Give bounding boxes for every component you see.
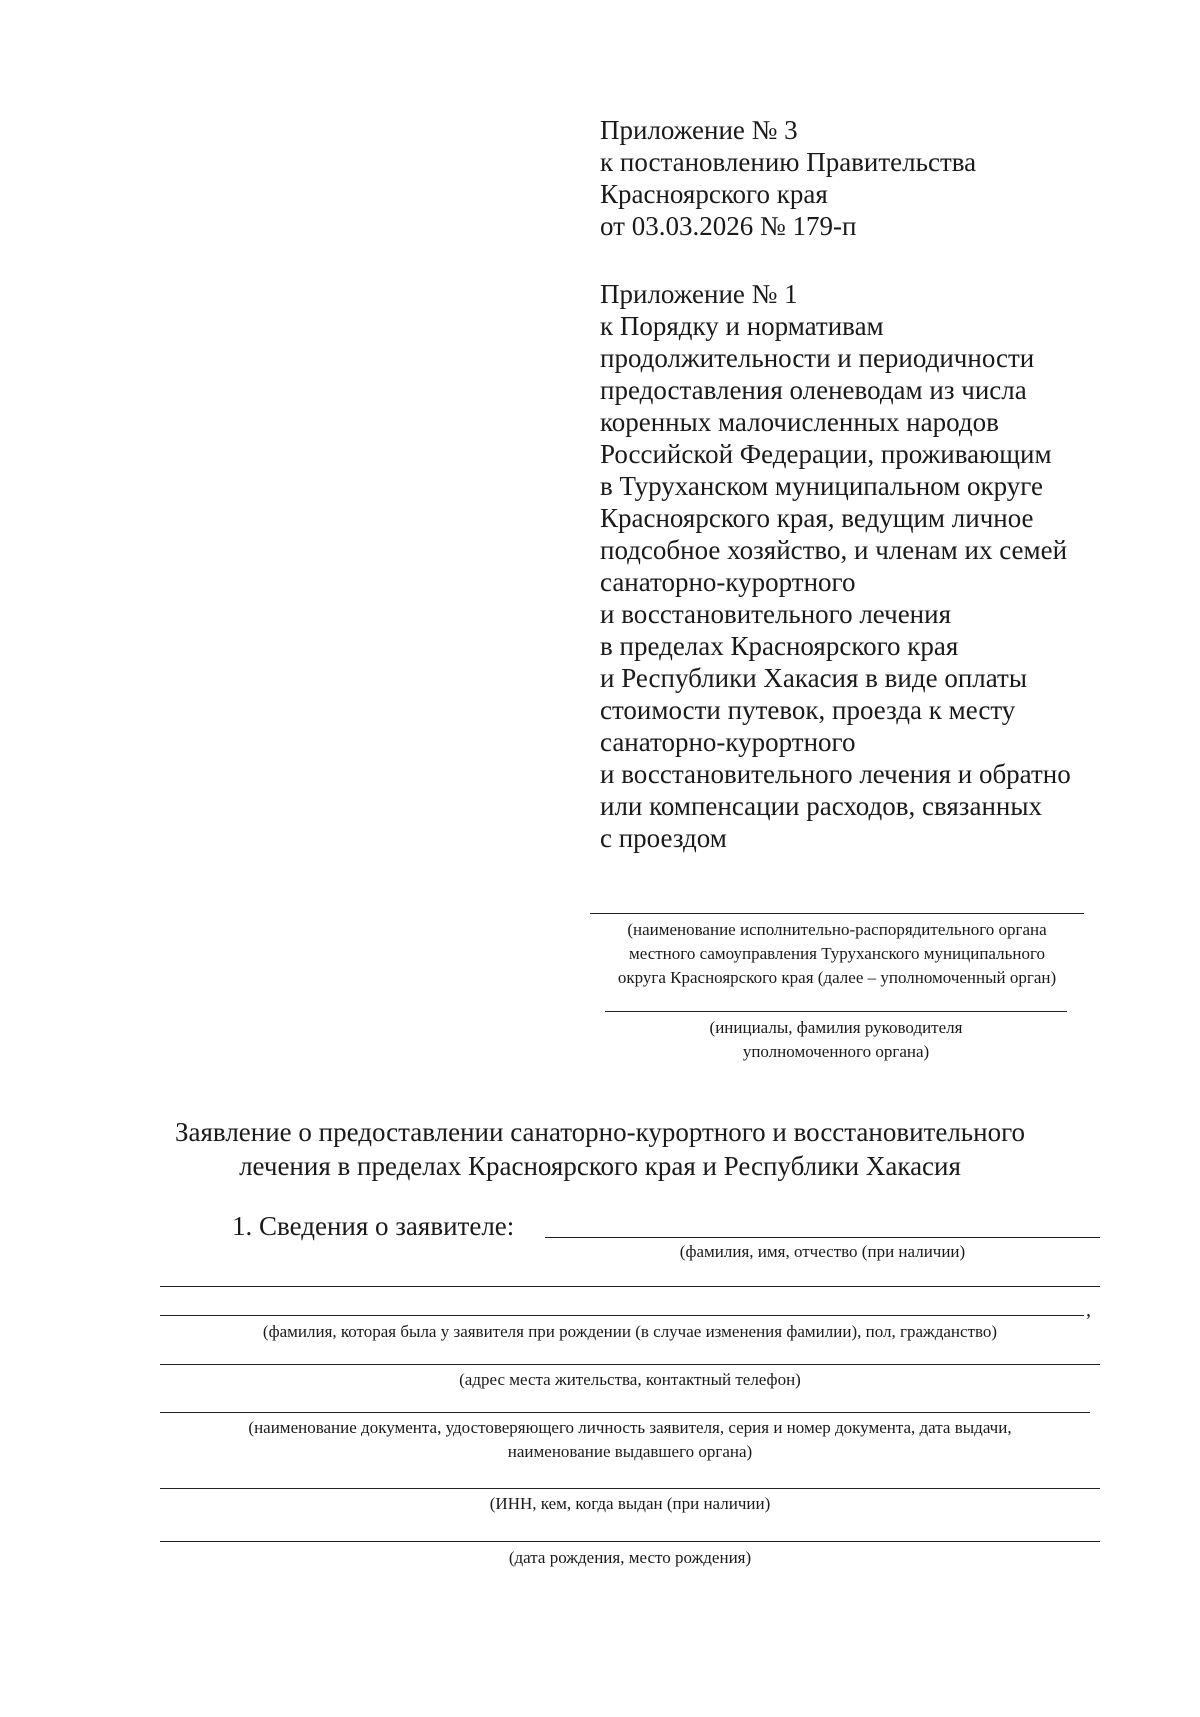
appendix-1-line: подсобное хозяйство, и членам их семей [600,535,1068,565]
appendix-1-header [600,278,1071,854]
appendix-1-line: санаторно-курортного [600,567,856,597]
birth-field-line[interactable] [160,1541,1100,1542]
title-line: лечения в пределах Красноярского края и Республики Хакасия [239,1151,961,1181]
organ-caption-line: (наименование исполнительно-распорядительного органа [627,920,1047,939]
appendix-1-line: или компенсации расходов, связанных [600,791,1042,821]
birth-caption: (дата рождения, место рождения) [508,1548,752,1567]
head-caption-line: уполномоченного органа) [742,1042,930,1061]
birth-surname-caption: (фамилия, которая была у заявителя при рождении (в случае изменения фамилии), пол, гражданство) [262,1322,998,1341]
appendix-1-line: санаторно-курортного [600,727,856,757]
appendix-1-line: продолжительности и периодичности [600,343,1035,373]
appendix-1-line: и восстановительного лечения и обратно [600,759,1071,789]
appendix-1-line: с проездом [600,823,727,853]
appendix-3-line: от 03.03.2026 № 179-п [600,211,857,241]
inn-caption: (ИНН, кем, когда выдан (при наличии) [489,1494,771,1513]
fio-field-line[interactable] [545,1237,1100,1238]
id-document-caption-line: наименование выдавшего органа) [507,1442,753,1461]
application-title [120,1115,1080,1183]
field-comma: , [1086,1299,1091,1321]
section-1-label: 1. Сведения о заявителе: [232,1211,515,1241]
inn-field-line[interactable] [160,1488,1100,1489]
extra-field-line[interactable] [160,1286,1100,1287]
organ-caption-line: округа Красноярского края (далее – уполномоченный орган) [617,968,1057,987]
appendix-1-line: Красноярского края, ведущим личное [600,503,1034,533]
appendix-1-line: стоимости путевок, проезда к месту [600,695,1016,725]
appendix-1-line: предоставления оленеводам из числа [600,375,1027,405]
organ-caption-line: местного самоуправления Туруханского муниципального [628,944,1046,963]
address-field-line[interactable] [160,1364,1100,1365]
appendix-1-line: к Порядку и нормативам [600,311,884,341]
address-caption: (адрес места жительства, контактный телефон) [459,1370,801,1389]
appendix-1-line: коренных малочисленных народов [600,407,999,437]
fio-caption: (фамилия, имя, отчество (при наличии) [679,1242,966,1261]
head-caption-line: (инициалы, фамилия руководителя [709,1018,963,1037]
appendix-1-line: и восстановительного лечения [600,599,951,629]
appendix-1-line: в Туруханском муниципальном округе [600,471,1043,501]
appendix-1-line: Приложение № 1 [600,279,798,309]
birth-surname-field-line[interactable] [160,1315,1084,1316]
id-document-caption [160,1416,1100,1464]
appendix-1-line: Российской Федерации, проживающим [600,439,1052,469]
head-name-line[interactable] [605,1011,1067,1012]
organ-name-line[interactable] [590,913,1084,914]
appendix-3-header [600,114,976,242]
id-document-field-line[interactable] [160,1412,1090,1413]
head-caption [600,1016,1072,1064]
appendix-3-line: Красноярского края [600,179,828,209]
id-document-caption-line: (наименование документа, удостоверяющего личность заявителя, серия и номер документа, дата выдачи, [248,1418,1012,1437]
appendix-1-line: в пределах Красноярского края [600,631,959,661]
organ-caption [570,918,1104,990]
title-line: Заявление о предоставлении санаторно-курортного и восстановительного [175,1117,1025,1147]
appendix-1-line: и Республики Хакасия в виде оплаты [600,663,1027,693]
appendix-3-line: к постановлению Правительства [600,147,977,177]
appendix-3-line: Приложение № 3 [600,115,798,145]
